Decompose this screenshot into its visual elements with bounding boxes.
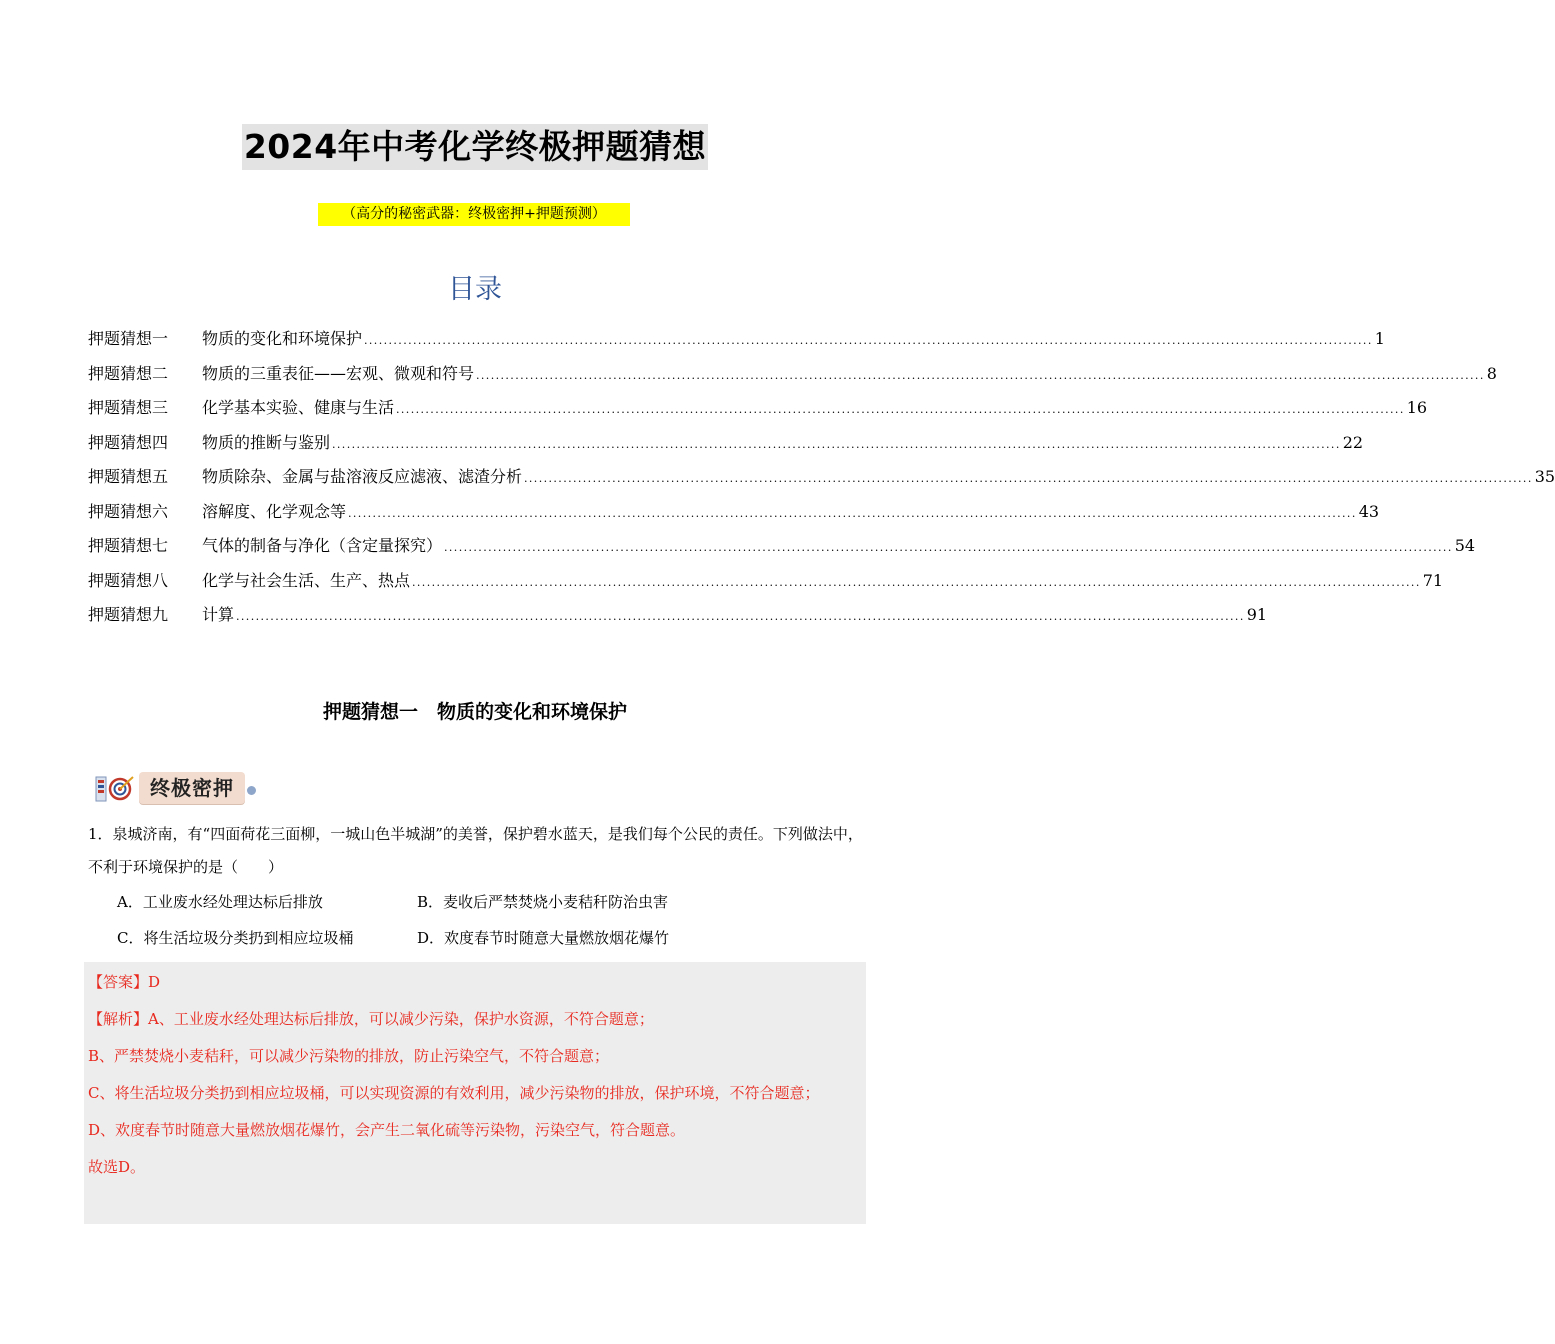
- table-of-contents: [88, 322, 1555, 633]
- toc-entry-label: 押题猜想一: [88, 329, 169, 348]
- section-title: 押题猜想一 物质的变化和环境保护: [322, 701, 627, 723]
- toc-entry-label: 押题猜想四: [88, 432, 169, 452]
- toc-entry-page: 8: [1486, 363, 1497, 383]
- toc-leader-dots: ..............................................................................................................................................................................................................: [444, 541, 1453, 554]
- toc-leader-dots: ..............................................................................................................................................................................................................: [364, 334, 1373, 347]
- toc-entry[interactable]: [88, 495, 1380, 530]
- document-title: 2024年中考化学终极押题猜想: [242, 124, 708, 170]
- toc-entry-page: 22: [1342, 432, 1364, 452]
- toc-entry-page: 35: [1534, 467, 1555, 486]
- section-badge: [95, 768, 265, 808]
- toc-entry-label: 押题猜想三: [88, 398, 169, 417]
- question-1: [88, 818, 864, 956]
- toc-entry-label: 押题猜想五: [88, 467, 169, 486]
- analysis-line: B、严禁焚烧小麦秸秆，可以减少污染物的排放，防止污染空气，不符合题意；: [88, 1047, 610, 1065]
- toc-leader-dots: ..............................................................................................................................................................................................................: [524, 472, 1533, 485]
- toc-entry[interactable]: [88, 357, 1497, 392]
- question-options: [117, 884, 864, 956]
- toc-entry-page: 43: [1358, 501, 1380, 521]
- answer-label: 【答案】D: [88, 973, 161, 991]
- toc-leader-dots: ..............................................................................................................................................................................................................: [396, 403, 1405, 416]
- toc-entry-topic: 化学与社会生活、生产、热点: [202, 570, 411, 590]
- toc-leader-dots: ..............................................................................................................................................................................................................: [476, 368, 1485, 382]
- toc-entry-label: 押题猜想七: [88, 536, 169, 555]
- option-a: A．工业废水经处理达标后排放: [117, 893, 323, 911]
- toc-entry[interactable]: [88, 460, 1555, 495]
- toc-entry-topic: 物质的三重表征——宏观、微观和符号: [202, 363, 475, 383]
- toc-entry-label: 押题猜想六: [88, 501, 169, 521]
- toc-entry-page: 54: [1454, 536, 1476, 555]
- toc-entry-page: 1: [1374, 329, 1385, 348]
- analysis-line: 故选D。: [88, 1158, 146, 1176]
- analysis-line: D、欢度春节时随意大量燃放烟花爆竹，会产生二氧化硫等污染物，污染空气，符合题意。: [88, 1121, 686, 1139]
- toc-entry-page: 91: [1246, 605, 1268, 624]
- toc-entry-label: 押题猜想九: [88, 605, 169, 624]
- toc-entry-topic: 气体的制备与净化（含定量探究）: [202, 536, 443, 555]
- toc-entry-topic: 物质除杂、金属与盐溶液反应滤液、滤渣分析: [202, 467, 523, 486]
- toc-entry[interactable]: [88, 564, 1444, 599]
- option-b: B．麦收后严禁焚烧小麦秸秆防治虫害: [417, 893, 669, 911]
- analysis-line: 【解析】A、工业废水经处理达标后排放，可以减少污染，保护水资源，不符合题意；: [88, 1010, 654, 1028]
- toc-entry[interactable]: [88, 391, 1428, 426]
- toc-leader-dots: ..............................................................................................................................................................................................................: [348, 506, 1357, 520]
- document-subtitle: （高分的秘密武器：终极密押+押题预测）: [318, 203, 630, 226]
- badge-label: 终极密押: [139, 772, 245, 804]
- option-d: D．欢度春节时随意大量燃放烟花爆竹: [417, 929, 670, 947]
- toc-leader-dots: ..............................................................................................................................................................................................................: [332, 437, 1341, 451]
- toc-entry-label: 押题猜想八: [88, 570, 169, 590]
- toc-entry-label: 押题猜想二: [88, 363, 169, 383]
- toc-entry-topic: 计算: [202, 605, 235, 624]
- toc-entry[interactable]: [88, 529, 1476, 564]
- toc-entry-topic: 物质的推断与鉴别: [202, 432, 331, 452]
- toc-heading: 目录: [448, 274, 502, 305]
- toc-leader-dots: ..............................................................................................................................................................................................................: [236, 610, 1245, 623]
- toc-entry[interactable]: [88, 426, 1364, 461]
- toc-entry-topic: 物质的变化和环境保护: [202, 329, 363, 348]
- target-badge-icon: [95, 774, 135, 804]
- option-c: C．将生活垃圾分类扔到相应垃圾桶: [117, 929, 354, 947]
- toc-entry-topic: 溶解度、化学观念等: [202, 501, 347, 521]
- toc-entry-topic: 化学基本实验、健康与生活: [202, 398, 395, 417]
- badge-dot: [247, 786, 256, 795]
- question-stem: 1．泉城济南，有“四面荷花三面柳，一城山色半城湖”的美誉，保护碧水蓝天，是我们每个公民的责任。下列做法中，不利于环境保护的是（ ）: [88, 825, 863, 876]
- toc-entry[interactable]: [88, 598, 1268, 633]
- toc-entry-page: 71: [1422, 570, 1444, 590]
- toc-entry[interactable]: [88, 322, 1385, 357]
- analysis-line: C、将生活垃圾分类扔到相应垃圾桶，可以实现资源的有效利用，减少污染物的排放，保护环境，不符合题意；: [88, 1084, 820, 1102]
- toc-entry-page: 16: [1406, 398, 1428, 417]
- toc-leader-dots: ..............................................................................................................................................................................................................: [412, 575, 1421, 589]
- answer-box: [84, 962, 866, 1224]
